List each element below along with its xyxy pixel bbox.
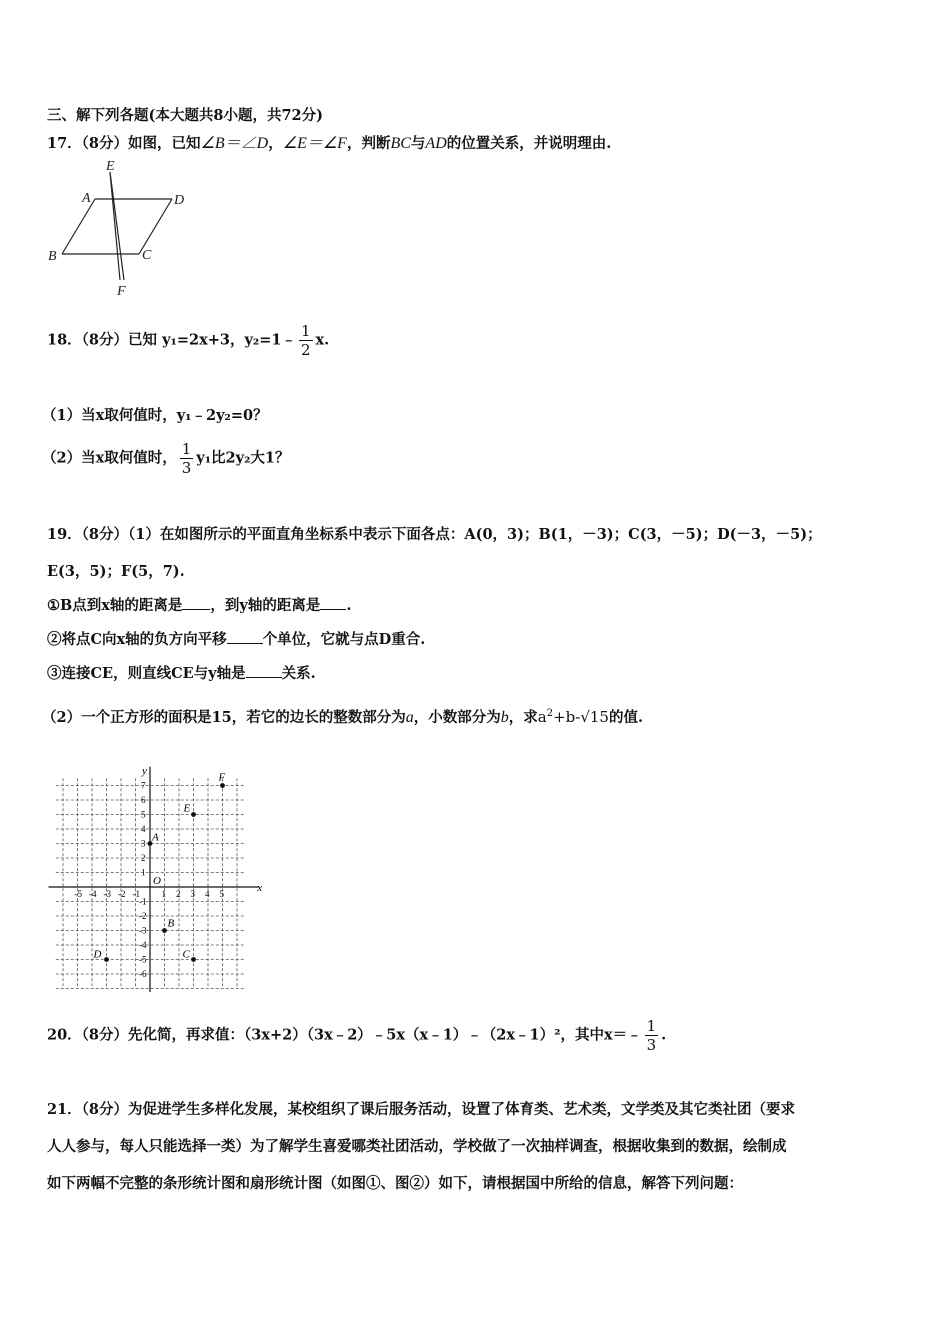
q19-sub3-b: 关系. bbox=[281, 665, 316, 682]
q17-math-angle-bd: ∠B＝∠D bbox=[200, 135, 269, 152]
q17-text-d: 的位置关系，并说明理由. bbox=[446, 135, 612, 152]
q17-math-angle-ef: ∠E＝∠F bbox=[282, 135, 347, 152]
q17-sep: ， bbox=[268, 135, 283, 152]
y-tick-label: -1 bbox=[139, 896, 147, 907]
q19-part2-b: ，小数部分为 bbox=[413, 709, 501, 726]
q20-text bbox=[47, 1017, 666, 1054]
q18-text-a: 18．（8分）已知 y₁=2x+3，y₂=1﹣ bbox=[47, 331, 296, 349]
q21-line2: 人人参与，每人只能选择一类）为了解学生喜爱哪类社团活动，学校做了一次抽样调查，根据收集到的数据，绘制成 bbox=[47, 1138, 787, 1155]
point-label: D bbox=[93, 948, 102, 961]
x-tick-label: -1 bbox=[132, 889, 140, 899]
point-label: A bbox=[152, 831, 159, 844]
q19-part2-c: ，求 bbox=[508, 709, 538, 726]
y-tick-label: 2 bbox=[141, 853, 146, 863]
q19-part2-d: 的值. bbox=[608, 709, 644, 726]
x-tick-label: 2 bbox=[176, 889, 181, 899]
origin-label: O bbox=[153, 875, 161, 887]
q18-sub2-fraction: $\frac{1}{3}$ bbox=[181, 440, 192, 477]
label-c: C bbox=[142, 248, 152, 263]
y-axis-label: y bbox=[142, 764, 147, 777]
answer-blank[interactable] bbox=[227, 631, 263, 644]
label-e: E bbox=[106, 159, 115, 174]
q18-sub1: （1）当x取何值时，y₁﹣2y₂=0？ bbox=[42, 407, 268, 424]
q17-text-b: ，判断 bbox=[346, 135, 391, 152]
segment-ef bbox=[110, 172, 124, 280]
x-tick-label: 4 bbox=[205, 889, 210, 899]
answer-blank[interactable] bbox=[182, 597, 210, 610]
q19-sub1 bbox=[47, 594, 351, 615]
q19-sub2 bbox=[47, 628, 425, 649]
q19-sub3-a: ③连接CE，则直线CE与y轴是 bbox=[47, 665, 246, 682]
point-marker bbox=[220, 783, 225, 788]
point-marker bbox=[191, 957, 196, 962]
x-tick-label: -4 bbox=[89, 889, 97, 899]
y-tick-label: -5 bbox=[139, 954, 147, 965]
segment-cd bbox=[139, 199, 172, 254]
q17-text-a: 17．（8分）如图，已知 bbox=[47, 135, 201, 152]
y-tick-label: 6 bbox=[141, 795, 146, 805]
section-header: 三、解下列各题(本大题共8小题，共72分) bbox=[47, 107, 323, 124]
q17-figure bbox=[40, 155, 200, 300]
x-axis-label: x bbox=[257, 882, 263, 894]
q17-math-ad: AD bbox=[425, 135, 447, 152]
q18-text-b: x. bbox=[315, 331, 330, 349]
q19-sub1-b: ，到y轴的距离是 bbox=[210, 597, 321, 614]
y-tick-label: -4 bbox=[139, 940, 147, 950]
y-tick-label: 4 bbox=[141, 824, 146, 834]
q19-var-a: a bbox=[405, 709, 414, 726]
coordinate-grid bbox=[45, 762, 270, 992]
y-tick-label: 5 bbox=[141, 809, 146, 820]
y-tick-label: 1 bbox=[141, 867, 146, 878]
label-f: F bbox=[117, 284, 126, 299]
q17-math-bc: BC bbox=[390, 135, 411, 152]
q20-text-b: . bbox=[661, 1026, 667, 1044]
label-a: A bbox=[82, 191, 91, 206]
point-label: E bbox=[183, 802, 191, 815]
q21-line1: 21．（8分）为促进学生多样化发展，某校组织了课后服务活动，设置了体育类、艺术类，文学类及其它类社团（要求 bbox=[47, 1101, 796, 1118]
q19-sub3 bbox=[47, 662, 316, 683]
q19-line1: 19．（8分）（1）在如图所示的平面直角坐标系中表示下面各点：A(0，3)；B(1，－3)；C(3，－5)；D(－3，－5)； bbox=[47, 526, 822, 543]
y-tick-label: -3 bbox=[139, 925, 147, 936]
q19-sub1-c: . bbox=[346, 597, 352, 614]
point-label: C bbox=[182, 948, 190, 961]
point-label: B bbox=[167, 917, 175, 930]
x-tick-label: -2 bbox=[118, 889, 126, 899]
point-marker bbox=[162, 928, 167, 933]
x-tick-label: 5 bbox=[219, 889, 224, 899]
q20-text-a: 20．（8分）先化简，再求值：（3x+2）（3x﹣2）﹣5x（x﹣1）﹣（2x﹣1）²，其中x＝﹣ bbox=[47, 1026, 642, 1044]
q19-sub2-a: ②将点C向x轴的负方向平移 bbox=[47, 631, 227, 648]
x-tick-label: -3 bbox=[103, 889, 111, 899]
x-tick-label: -5 bbox=[74, 889, 82, 899]
q17-text bbox=[47, 130, 611, 153]
q19-part2-a: （2）一个正方形的面积是15，若它的边长的整数部分为 bbox=[42, 709, 406, 726]
segment-ab bbox=[62, 199, 95, 254]
q20-fraction: $\frac{1}{3}$ bbox=[646, 1017, 657, 1054]
y-tick-label: 3 bbox=[141, 838, 146, 849]
q18-sub2-a: （2）当x取何值时， bbox=[42, 449, 177, 467]
answer-blank[interactable] bbox=[246, 665, 282, 678]
label-b: B bbox=[48, 249, 57, 264]
q19-var-b: b bbox=[500, 709, 509, 726]
y-tick-label: -2 bbox=[139, 911, 147, 921]
q18-text bbox=[47, 322, 329, 359]
q19-sub2-b: 个单位，它就与点D重合. bbox=[262, 631, 426, 648]
point-marker bbox=[104, 957, 109, 962]
point-label: F bbox=[218, 771, 226, 784]
x-tick-label: 1 bbox=[161, 889, 166, 899]
y-tick-label: -6 bbox=[139, 969, 147, 979]
label-d: D bbox=[174, 193, 185, 208]
q18-fraction: $\frac{1}{2}$ bbox=[300, 322, 311, 359]
q18-sub2-b: y₁比2y₂大1？ bbox=[196, 449, 290, 467]
q17-text-c: 与 bbox=[410, 135, 426, 152]
q19-expression: $a^2+b-√15$ bbox=[537, 708, 609, 726]
q21-line3: 如下两幅不完整的条形统计图和扇形统计图（如图①、图②）如下，请根据国中所给的信息，解答下列问题： bbox=[47, 1175, 743, 1192]
q19-sub1-a: ①B点到x轴的距离是 bbox=[47, 597, 183, 614]
y-tick-label: 7 bbox=[141, 780, 146, 791]
q18-sub2 bbox=[42, 440, 290, 477]
q19-line2: E(3，5)；F(5，7). bbox=[47, 563, 185, 580]
point-marker bbox=[191, 812, 196, 817]
x-tick-label: 3 bbox=[190, 889, 195, 899]
q19-part2 bbox=[42, 706, 643, 727]
answer-blank[interactable] bbox=[320, 597, 346, 610]
